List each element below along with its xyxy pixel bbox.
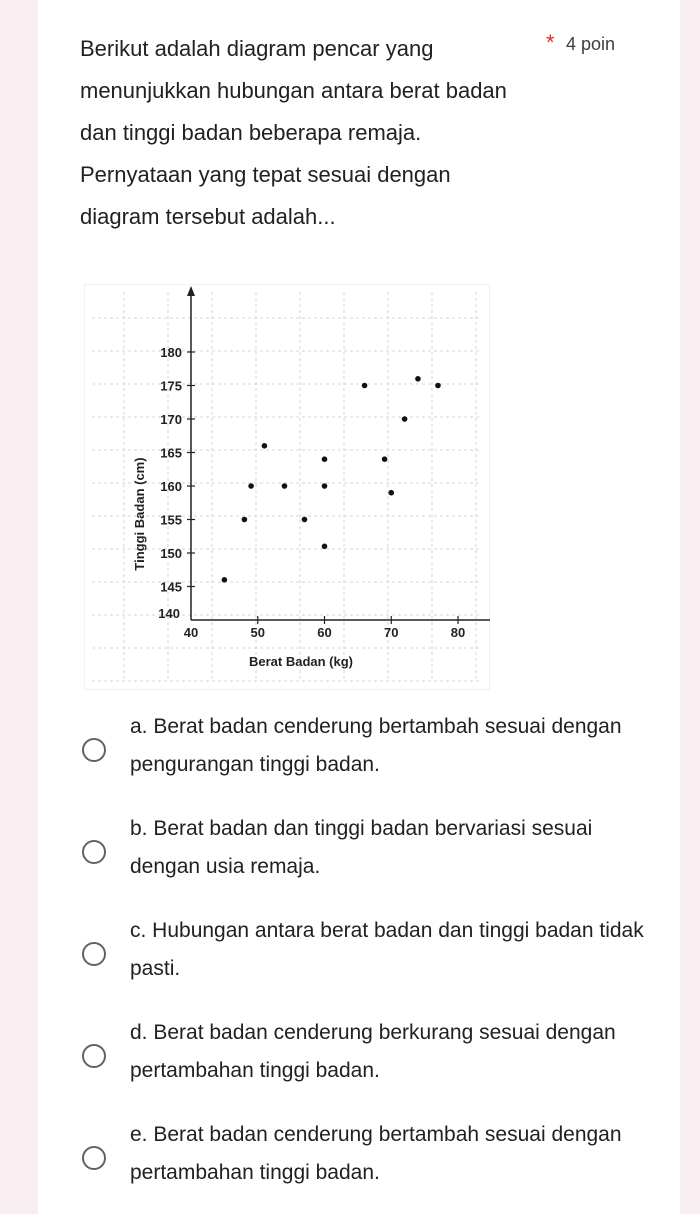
y-tick-label: 150 [160, 546, 182, 561]
required-mark: * [546, 30, 555, 55]
option-e-label: e. Berat badan cenderung bertambah sesuai dengan pertambahan tinggi badan. [130, 1123, 622, 1184]
option-b-label: b. Berat badan dan tinggi badan bervariasi sesuai dengan usia remaja. [130, 817, 593, 878]
scatter-chart-svg [84, 284, 490, 690]
scatter-point [362, 383, 368, 389]
y-tick-label: 165 [160, 445, 182, 461]
scatter-point [322, 483, 328, 489]
x-tick-label: 40 [183, 625, 199, 640]
radio-d[interactable] [82, 1044, 106, 1068]
y-tick-label: 155 [160, 512, 182, 528]
option-e[interactable] [38, 1108, 680, 1198]
x-tick-label: 70 [384, 625, 399, 640]
y-tick-label: 180 [160, 345, 182, 360]
scatter-point [262, 443, 268, 449]
y-tick-label: 170 [160, 412, 182, 427]
x-tick-label: 60 [317, 625, 332, 640]
option-b[interactable] [38, 802, 680, 892]
question-text: Berikut adalah diagram pencar yang menunjukkan hubungan antara berat badan dan tinggi badan beberapa remaja. Pernyataan yang tepat sesuai dengan diagram tersebut adalah... [80, 36, 507, 229]
option-a[interactable] [38, 700, 680, 790]
scatter-point [382, 456, 388, 462]
radio-c[interactable] [82, 942, 106, 966]
points-label: 4 poin [566, 34, 616, 54]
radio-b[interactable] [82, 840, 106, 864]
y-tick-label: 160 [160, 479, 182, 494]
scatter-chart [84, 284, 490, 690]
y-tick-label: 175 [160, 378, 182, 394]
scatter-point [402, 416, 408, 422]
scatter-point [248, 483, 254, 489]
scatter-point [282, 483, 288, 489]
scatter-point [302, 517, 308, 523]
scatter-point [322, 456, 328, 462]
y-axis-label: Tinggi Badan (cm) [132, 457, 147, 571]
option-c[interactable] [38, 904, 680, 994]
scatter-point [222, 577, 228, 583]
scatter-point [322, 544, 328, 550]
y-tick-label: 140 [158, 606, 180, 621]
radio-a[interactable] [82, 738, 106, 762]
y-tick-label: 145 [160, 579, 182, 595]
scatter-point [242, 517, 248, 523]
option-c-label: c. Hubungan antara berat badan dan tinggi badan tidak pasti. [130, 919, 644, 980]
option-a-label: a. Berat badan cenderung bertambah sesuai dengan pengurangan tinggi badan. [130, 715, 622, 776]
option-d-label: d. Berat badan cenderung berkurang sesuai dengan pertambahan tinggi badan. [130, 1021, 616, 1082]
x-tick-label: 80 [450, 625, 466, 640]
radio-e[interactable] [82, 1146, 106, 1170]
scatter-point [388, 490, 394, 496]
x-tick-label: 50 [250, 625, 265, 640]
option-d[interactable] [38, 1006, 680, 1096]
x-axis-label: Berat Badan (kg) [248, 654, 354, 669]
question-card [38, 0, 680, 1214]
scatter-point [415, 376, 421, 382]
scatter-point [435, 383, 441, 389]
